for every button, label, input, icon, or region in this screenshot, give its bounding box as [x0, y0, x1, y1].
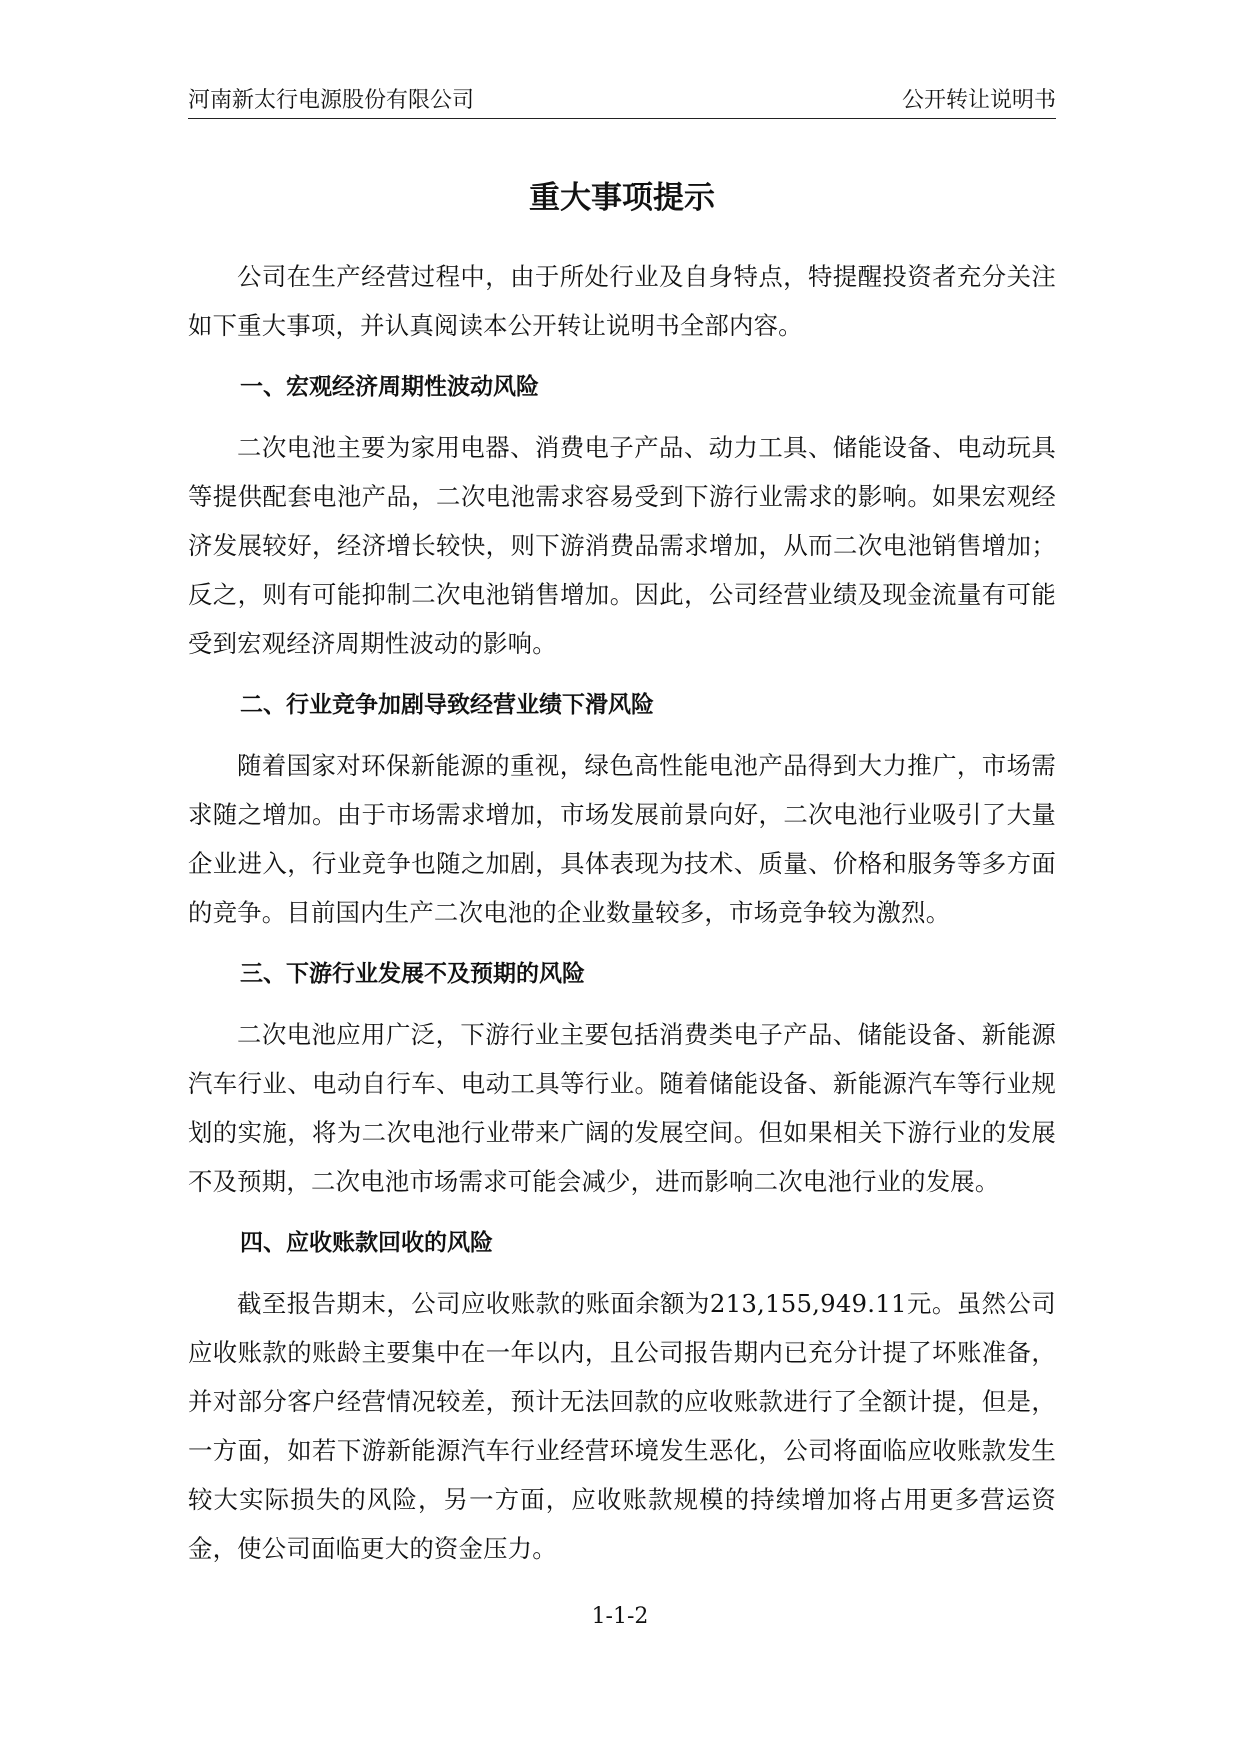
section-body-macro-risk: 二次电池主要为家用电器、消费电子产品、动力工具、储能设备、电动玩具等提供配套电池产品，二次电池需求容易受到下游行业需求的影响。如果宏观经济发展较好，经济增长较快，则下游消费品需求增加，从而二次电池销售增加；反之，则有可能抑制二次电池销售增加。因此，公司经营业绩及现金流量有可能受到宏观经济周期性波动的影响。	[188, 433, 1056, 658]
section-heading-competition-risk: 二、行业竞争加剧导致经营业绩下滑风险	[240, 692, 654, 718]
section-heading-macro-risk: 一、宏观经济周期性波动风险	[240, 374, 539, 400]
company-name: 河南新太行电源股份有限公司	[188, 88, 475, 113]
section-body-downstream-risk: 二次电池应用广泛，下游行业主要包括消费类电子产品、储能设备、新能源汽车行业、电动自行车、电动工具等行业。随着储能设备、新能源汽车等行业规划的实施，将为二次电池行业带来广阔的发展空间。但如果相关下游行业的发展不及预期，二次电池市场需求可能会减少，进而影响二次电池行业的发展。	[188, 1020, 1056, 1196]
page-header	[188, 86, 1056, 119]
section-body-competition-risk: 随着国家对环保新能源的重视，绿色高性能电池产品得到大力推广，市场需求随之增加。由于市场需求增加，市场发展前景向好，二次电池行业吸引了大量企业进入，行业竞争也随之加剧，具体表现为技术、质量、价格和服务等多方面的竞争。目前国内生产二次电池的企业数量较多，市场竞争较为激烈。	[188, 751, 1056, 927]
page-number: 1-1-2	[591, 1604, 649, 1629]
document-type: 公开转让说明书	[901, 88, 1056, 113]
main-content	[188, 252, 1056, 1573]
intro-paragraph: 公司在生产经营过程中，由于所处行业及自身特点，特提醒投资者充分关注如下重大事项，并认真阅读本公开转让说明书全部内容。	[188, 262, 1056, 340]
section-heading-receivables-risk: 四、应收账款回收的风险	[240, 1230, 493, 1256]
section-body-receivables-risk: 截至报告期末，公司应收账款的账面余额为213,155,949.11元。虽然公司应收账款的账龄主要集中在一年以内，且公司报告期内已充分计提了坏账准备，并对部分客户经营情况较差，预计无法回款的应收账款进行了全额计提，但是，一方面，如若下游新能源汽车行业经营环境发生恶化，公司将面临应收账款发生较大实际损失的风险，另一方面，应收账款规模的持续增加将占用更多营运资金，使公司面临更大的资金压力。	[188, 1289, 1056, 1563]
page-title: 重大事项提示	[529, 180, 715, 216]
section-heading-downstream-risk: 三、下游行业发展不及预期的风险	[240, 961, 585, 987]
